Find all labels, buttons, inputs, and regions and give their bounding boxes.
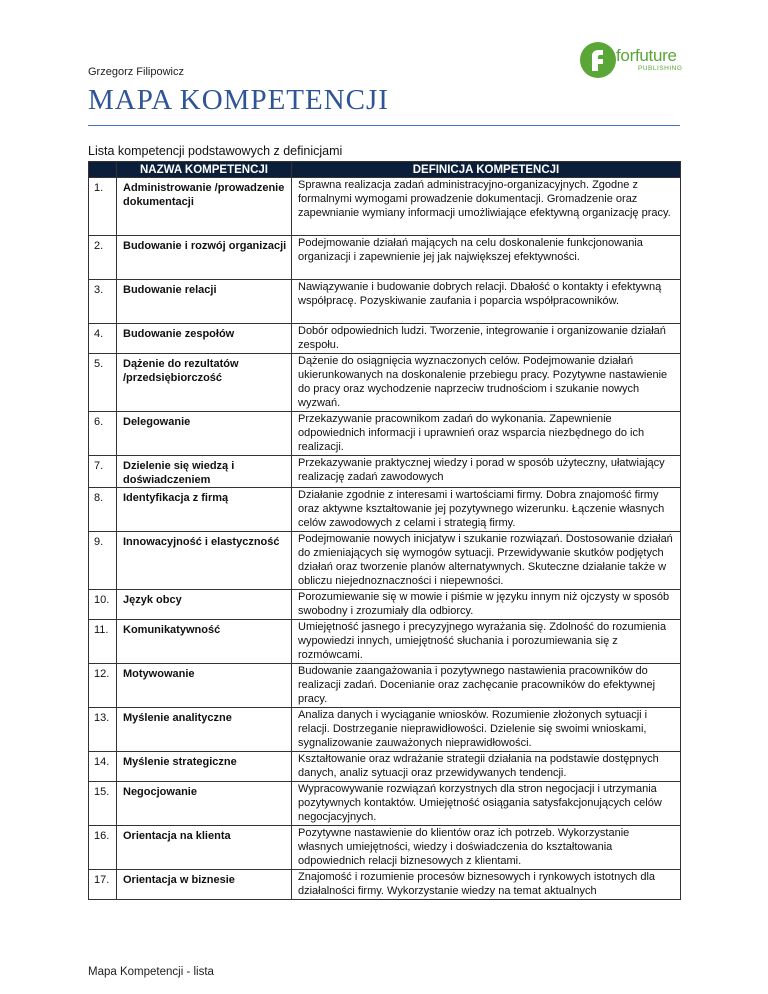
table-row bbox=[89, 782, 681, 826]
competency-name: Motywowanie bbox=[117, 664, 292, 708]
competency-name: Budowanie zespołów bbox=[117, 324, 292, 354]
header-definition: DEFINICJA KOMPETENCJI bbox=[292, 162, 681, 178]
row-number: 11. bbox=[89, 620, 117, 664]
page-title: MAPA KOMPETENCJI bbox=[88, 84, 389, 116]
competency-definition: Działanie zgodnie z interesami i wartościami firmy. Dobra znajomość firmy oraz aktywne kształtowanie jej pozytywnego wizerunku. Łączenie własnych celów zawodowych z celami i strategią firmy. bbox=[292, 488, 681, 532]
row-number: 13. bbox=[89, 708, 117, 752]
row-number: 4. bbox=[89, 324, 117, 354]
table-row bbox=[89, 590, 681, 620]
logo-mark-icon bbox=[578, 40, 618, 80]
publisher-logo bbox=[578, 40, 688, 80]
competency-name: Język obcy bbox=[117, 590, 292, 620]
competency-definition: Umiejętność jasnego i precyzyjnego wyrażania się. Zdolność do rozumienia wypowiedzi innych, umiejętność słuchania i porozumiewania się z rozmówcami. bbox=[292, 620, 681, 664]
competency-name: Myślenie strategiczne bbox=[117, 752, 292, 782]
row-number: 9. bbox=[89, 532, 117, 590]
row-number: 14. bbox=[89, 752, 117, 782]
competency-name: Innowacyjność i elastyczność bbox=[117, 532, 292, 590]
logo-brand-text: forfuture bbox=[616, 46, 677, 65]
competency-name: Orientacja na klienta bbox=[117, 826, 292, 870]
competency-definition: Podejmowanie nowych inicjatyw i szukanie rozwiązań. Dostosowanie działań do zmieniających się wymogów sytuacji. Przewidywanie skutków podjętych działań oraz tworzenie planów alternatywnych. Skuteczne działanie także w obliczu niejednoznaczności i niepewności. bbox=[292, 532, 681, 590]
row-number: 2. bbox=[89, 236, 117, 280]
competency-name: Komunikatywność bbox=[117, 620, 292, 664]
competency-definition: Sprawna realizacja zadań administracyjno-organizacyjnych. Zgodne z formalnymi wymogami prowadzenie dokumentacji. Gromadzenie oraz zapewnianie wymiany informacji umożliwiające efektywną organizację pracy. bbox=[292, 178, 681, 236]
competency-name: Administrowanie /prowadzenie dokumentacji bbox=[117, 178, 292, 236]
competency-definition: Budowanie zaangażowania i pozytywnego nastawienia pracowników do realizacji zadań. Docenianie oraz zachęcanie pracowników do efektywnej pracy. bbox=[292, 664, 681, 708]
table-row bbox=[89, 664, 681, 708]
row-number: 16. bbox=[89, 826, 117, 870]
competency-definition: Przekazywanie praktycznej wiedzy i porad w sposób użyteczny, ułatwiający realizację zadań zawodowych bbox=[292, 456, 681, 488]
competency-table bbox=[88, 161, 681, 900]
competency-definition: Analiza danych i wyciąganie wniosków. Rozumienie złożonych sytuacji i relacji. Dostrzeganie nieprawidłowości. Dzielenie się swoimi wnioskami, sygnalizowanie zauważonych nieprawidłowości. bbox=[292, 708, 681, 752]
competency-name: Negocjowanie bbox=[117, 782, 292, 826]
table-row bbox=[89, 412, 681, 456]
competency-name: Myślenie analityczne bbox=[117, 708, 292, 752]
row-number: 1. bbox=[89, 178, 117, 236]
competency-definition: Dobór odpowiednich ludzi. Tworzenie, integrowanie i organizowanie działań zespołu. bbox=[292, 324, 681, 354]
competency-name: Identyfikacja z firmą bbox=[117, 488, 292, 532]
author-name: Grzegorz Filipowicz bbox=[88, 66, 184, 78]
competency-definition: Znajomość i rozumienie procesów biznesowych i rynkowych istotnych dla działalności firmy. Wykorzystanie wiedzy na temat aktualnych bbox=[292, 870, 681, 900]
table-row bbox=[89, 870, 681, 900]
table-row bbox=[89, 236, 681, 280]
competency-definition: Pozytywne nastawienie do klientów oraz ich potrzeb. Wykorzystanie własnych umiejętności, wiedzy i doświadczenia do kształtowania odpowiednich relacji biznesowych z klientami. bbox=[292, 826, 681, 870]
row-number: 17. bbox=[89, 870, 117, 900]
table-row bbox=[89, 620, 681, 664]
competency-name: Orientacja w biznesie bbox=[117, 870, 292, 900]
competency-definition: Dążenie do osiągnięcia wyznaczonych celów. Podejmowanie działań ukierunkowanych na doskonalenie przebiegu pracy. Pozytywne nastawienie do pracy oraz wychodzenie naprzeciw trudnościom i szukanie nowych wyzwań. bbox=[292, 354, 681, 412]
competency-definition: Porozumiewanie się w mowie i piśmie w języku innym niż ojczysty w sposób swobodny i zrozumiały dla odbiorcy. bbox=[292, 590, 681, 620]
table-row bbox=[89, 488, 681, 532]
table-row bbox=[89, 456, 681, 488]
table-header-row bbox=[89, 162, 681, 178]
table-caption: Lista kompetencji podstawowych z definicjami bbox=[88, 144, 343, 158]
competency-name: Budowanie relacji bbox=[117, 280, 292, 324]
table-row bbox=[89, 324, 681, 354]
logo-sub-text: PUBLISHING bbox=[638, 65, 683, 72]
table-row bbox=[89, 178, 681, 236]
competency-name: Budowanie i rozwój organizacji bbox=[117, 236, 292, 280]
competency-name: Dzielenie się wiedzą i doświadczeniem bbox=[117, 456, 292, 488]
competency-definition: Kształtowanie oraz wdrażanie strategii działania na podstawie dostępnych danych, analiz sytuacji oraz przewidywanych tendencji. bbox=[292, 752, 681, 782]
page-footer: Mapa Kompetencji - lista bbox=[88, 966, 214, 978]
row-number: 5. bbox=[89, 354, 117, 412]
row-number: 8. bbox=[89, 488, 117, 532]
competency-definition: Podejmowanie działań mających na celu doskonalenie funkcjonowania organizacji i zapewnienie jej jak największej efektywności. bbox=[292, 236, 681, 280]
competency-definition: Wypracowywanie rozwiązań korzystnych dla stron negocjacji i utrzymania pozytywnych kontaktów. Umiejętność osiągania satysfakcjonujących celów negocjacyjnych. bbox=[292, 782, 681, 826]
row-number: 3. bbox=[89, 280, 117, 324]
table-row bbox=[89, 752, 681, 782]
row-number: 7. bbox=[89, 456, 117, 488]
table-row bbox=[89, 280, 681, 324]
title-divider bbox=[88, 125, 680, 126]
competency-name: Dążenie do rezultatów /przedsiębiorczość bbox=[117, 354, 292, 412]
table-row bbox=[89, 826, 681, 870]
table-row bbox=[89, 708, 681, 752]
row-number: 6. bbox=[89, 412, 117, 456]
row-number: 15. bbox=[89, 782, 117, 826]
header-number bbox=[89, 162, 117, 178]
table-row bbox=[89, 354, 681, 412]
row-number: 10. bbox=[89, 590, 117, 620]
header-name: NAZWA KOMPETENCJI bbox=[117, 162, 292, 178]
competency-definition: Nawiązywanie i budowanie dobrych relacji. Dbałość o kontakty i efektywną współpracę. Pozyskiwanie zaufania i poparcia współpracowników. bbox=[292, 280, 681, 324]
table-row bbox=[89, 532, 681, 590]
competency-name: Delegowanie bbox=[117, 412, 292, 456]
row-number: 12. bbox=[89, 664, 117, 708]
competency-definition: Przekazywanie pracownikom zadań do wykonania. Zapewnienie odpowiednich informacji i uprawnień oraz wsparcia niezbędnego do ich realizacji. bbox=[292, 412, 681, 456]
